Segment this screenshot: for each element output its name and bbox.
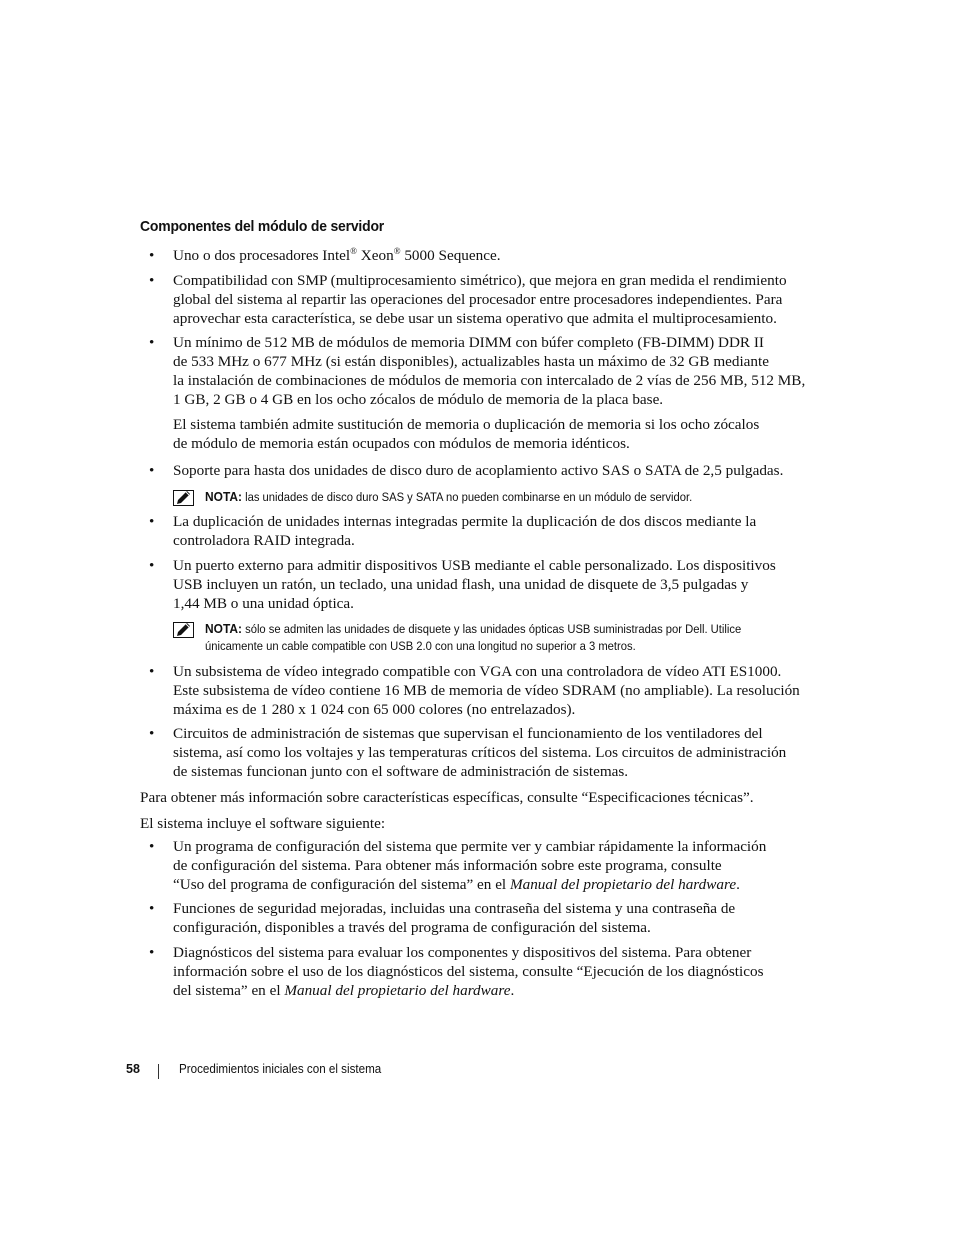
text-line: Un subsistema de vídeo integrado compatible con VGA con una controladora de vídeo ATI ES1000. [173, 663, 782, 680]
page-number: 58 [126, 1062, 140, 1076]
text-line: Funciones de seguridad mejoradas, incluidas una contraseña del sistema y una contraseña de [173, 900, 736, 917]
bullet: • [149, 944, 155, 961]
text-line: controladora RAID integrada. [173, 532, 355, 549]
manual-reference: Manual del propietario del hardware [509, 876, 737, 893]
bullet: • [149, 663, 155, 680]
text-line: “Uso del programa de configuración del sistema” en el Manual del propietario del hardware. [173, 876, 740, 893]
footer-separator [158, 1064, 159, 1079]
pencil-note-icon [173, 490, 194, 506]
note-label: NOTA: [205, 489, 242, 504]
text-line: Un programa de configuración del sistema que permite ver y cambiar rápidamente la información [173, 838, 767, 855]
bullet: • [149, 900, 155, 917]
text-line: Soporte para hasta dos unidades de disco duro de acoplamiento activo SAS o SATA de 2,5 pulgadas. [173, 462, 784, 479]
bullet: • [149, 334, 155, 351]
text-line: configuración, disponibles a través del programa de configuración del sistema. [173, 919, 651, 936]
note-label: NOTA: [205, 621, 242, 636]
text-line: El sistema también admite sustitución de memoria o duplicación de memoria si los ocho zócalos [173, 416, 760, 433]
text-line: de configuración del sistema. Para obtener más información sobre este programa, consulte [173, 857, 722, 874]
text-line: Diagnósticos del sistema para evaluar los componentes y dispositivos del sistema. Para obtener [173, 944, 752, 961]
bullet: • [149, 838, 155, 855]
paragraph: Para obtener más información sobre características específicas, consulte “Especificaciones técnicas”. [140, 789, 754, 806]
paragraph: El sistema incluye el software siguiente: [140, 815, 386, 832]
bullet: • [149, 725, 155, 742]
text-line: del sistema” en el Manual del propietario del hardware. [173, 982, 515, 999]
text-line: de sistemas funcionan junto con el software de administración de sistemas. [173, 763, 629, 780]
footer-title: Procedimientos iniciales con el sistema [179, 1062, 382, 1076]
text-line: máxima es de 1 280 x 1 024 con 65 000 colores (no entrelazados). [173, 701, 576, 718]
manual-reference: Manual del propietario del hardware [284, 982, 511, 999]
text-line: Compatibilidad con SMP (multiprocesamiento simétrico), que mejora en gran medida el rendimiento [173, 272, 787, 289]
text-line: información sobre el uso de los diagnósticos del sistema, consulte “Ejecución de los diagnósticos [173, 963, 764, 980]
text-line: de módulo de memoria están ocupados con módulos de memoria idénticos. [173, 435, 630, 452]
text-line: La duplicación de unidades internas integradas permite la duplicación de dos discos mediante la [173, 513, 757, 530]
text-line: 1,44 MB o una unidad óptica. [173, 595, 354, 612]
text-line: global del sistema al repartir las operaciones del procesador entre procesadores independientes. Para [173, 291, 783, 308]
text-line: Este subsistema de vídeo contiene 16 MB de memoria de vídeo SDRAM (no ampliable). La resolución [173, 682, 800, 699]
text-line: de 533 MHz o 677 MHz (si están disponibles), actualizables hasta un máximo de 32 GB mediante [173, 353, 769, 370]
text-line: la instalación de combinaciones de módulos de memoria con intercalado de 2 vías de 256 MB, 512 MB, [173, 372, 806, 389]
note-text: únicamente un cable compatible con USB 2.0 con una longitud no superior a 3 metros. [205, 639, 636, 653]
bullet: • [149, 247, 155, 264]
text-line: Un puerto externo para admitir dispositivos USB mediante el cable personalizado. Los dispositivos [173, 557, 776, 574]
text-line: Un mínimo de 512 MB de módulos de memoria DIMM con búfer completo (FB-DIMM) DDR II [173, 334, 764, 351]
section-heading: Componentes del módulo de servidor [140, 218, 385, 235]
bullet: • [149, 557, 155, 574]
text-line: Circuitos de administración de sistemas que supervisan el funcionamiento de los ventiladores del [173, 725, 763, 742]
pencil-note-icon [173, 622, 194, 638]
text-line: USB incluyen un ratón, un teclado, una unidad flash, una unidad de disquete de 3,5 pulgadas y [173, 576, 749, 593]
note-text: sólo se admiten las unidades de disquete y las unidades ópticas USB suministradas por Dell. Utilice [241, 622, 742, 636]
list-item-text: Uno o dos procesadores Intel® Xeon® 5000 Sequence. [173, 246, 501, 264]
text-line: sistema, así como los voltajes y las temperaturas críticos del sistema. Los circuitos de administración [173, 744, 787, 761]
note-text: las unidades de disco duro SAS y SATA no pueden combinarse en un módulo de servidor. [241, 490, 693, 504]
bullet: • [149, 462, 155, 479]
bullet: • [149, 272, 155, 289]
text-line: 1 GB, 2 GB o 4 GB en los ocho zócalos de módulo de memoria de la placa base. [173, 391, 664, 408]
text-line: aprovechar esta característica, se debe usar un sistema operativo que admita el multiprocesamiento. [173, 310, 777, 327]
bullet: • [149, 513, 155, 530]
